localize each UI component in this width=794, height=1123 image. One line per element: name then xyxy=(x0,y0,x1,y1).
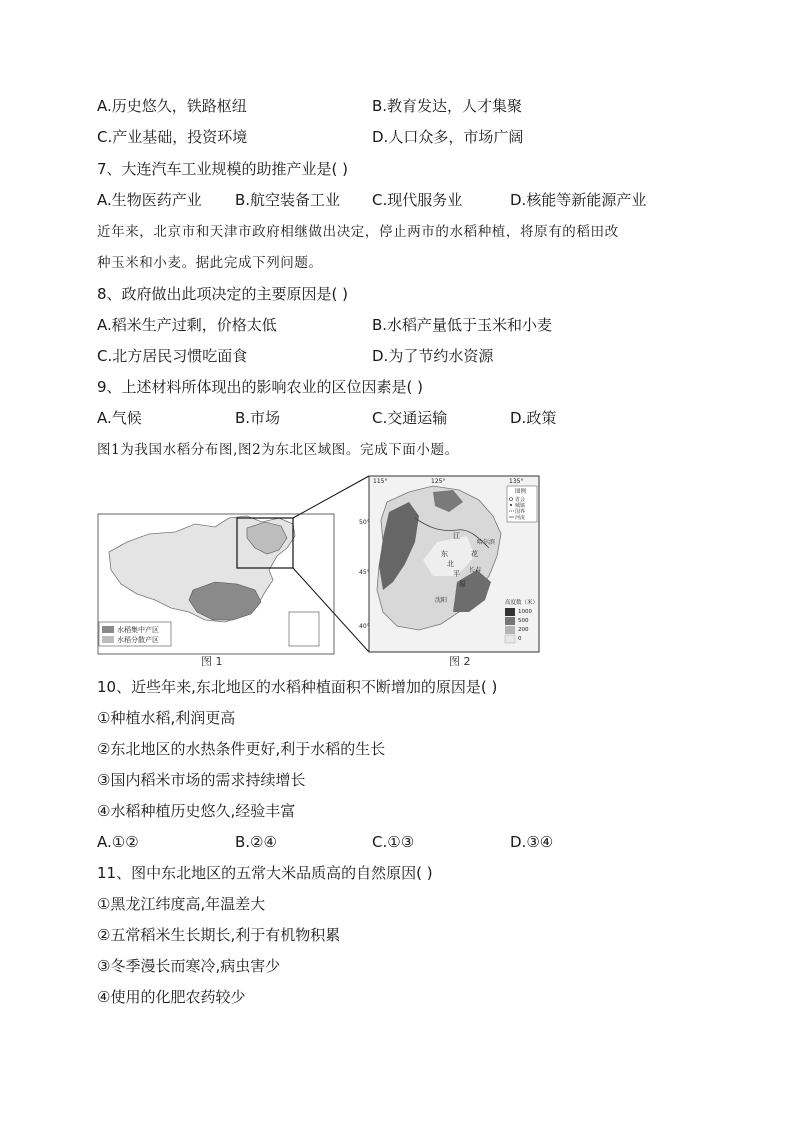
rice-distribution-figure xyxy=(97,472,697,668)
fig2-elev-swatch xyxy=(505,635,515,643)
fig2-place-label: 原 xyxy=(459,580,466,588)
fig2-place-label: 花 xyxy=(471,550,478,558)
fig2-place-label: 江 xyxy=(453,532,460,540)
fig1-caption: 图 1 xyxy=(201,655,223,668)
fig2-legend-title: 图例 xyxy=(515,489,527,495)
q8-option-c: C.北方居民习惯吃面食 xyxy=(97,347,248,365)
q10-item-1: ①种植水稻,利润更高 xyxy=(97,709,236,727)
material2: 图1为我国水稻分布图,图2为东北区域图。完成下面小题。 xyxy=(97,442,459,458)
fig2-lon-label: 125° xyxy=(431,478,446,485)
fig2-lon-label: 135° xyxy=(509,478,524,485)
q7-option-c: C.现代服务业 xyxy=(372,191,463,209)
q8-stem: 8、政府做出此项决定的主要原因是( ) xyxy=(97,285,349,303)
fig2-lat-label: 50° xyxy=(359,519,370,526)
q10-item-2: ②东北地区的水热条件更好,利于水稻的生长 xyxy=(97,740,386,758)
fig2-caption: 图 2 xyxy=(449,655,471,668)
fig1-inset-frame xyxy=(289,612,319,646)
q8-option-a: A.稻米生产过剩，价格太低 xyxy=(97,316,277,334)
connector-line-top xyxy=(293,476,369,518)
fig2-elev-value: 0 xyxy=(518,636,522,642)
q7-option-b: B.航空装备工业 xyxy=(235,191,341,209)
q10-option-a: A.①② xyxy=(97,833,139,851)
fig2-legend-item: 河流 xyxy=(515,515,526,521)
q11-item-1: ①黑龙江纬度高,年温差大 xyxy=(97,895,266,913)
fig2-lat-label: 40° xyxy=(359,623,370,630)
fig2-place-label: 东 xyxy=(441,550,448,558)
q6-option-a: A.历史悠久，铁路枢纽 xyxy=(97,97,247,115)
q11-item-4: ④使用的化肥农药较少 xyxy=(97,988,246,1006)
q8-option-d: D.为了节约水资源 xyxy=(372,347,494,365)
fig2-elev-value: 1000 xyxy=(518,609,532,615)
q9-stem: 9、上述材料所体现出的影响农业的区位因素是( ) xyxy=(97,378,424,396)
q7-option-d: D.核能等新能源产业 xyxy=(510,191,647,209)
material1-line2: 种玉米和小麦。据此完成下列问题。 xyxy=(97,255,323,271)
fig2-place-label: 长春 xyxy=(469,567,482,574)
fig1-legend-label-concentrated: 水稻集中产区 xyxy=(117,626,159,634)
figure-svg xyxy=(97,472,697,668)
fig2-place-label: 平 xyxy=(453,570,460,578)
fig2-elev-value: 500 xyxy=(518,618,529,624)
fig2-elev-value: 200 xyxy=(518,627,529,633)
q7-option-a: A.生物医药产业 xyxy=(97,191,202,209)
q6-option-d: D.人口众多，市场广阔 xyxy=(372,128,524,146)
q11-stem: 11、图中东北地区的五常大米品质高的自然原因( ) xyxy=(97,864,433,882)
fig2-elev-swatch xyxy=(505,617,515,625)
fig2-place-label: 哈尔滨 xyxy=(477,539,496,546)
q10-option-c: C.①③ xyxy=(372,833,415,851)
material1-line1: 近年来，北京市和天津市政府相继做出决定，停止两市的水稻种植，将原有的稻田改 xyxy=(97,224,619,240)
town-symbol-icon xyxy=(510,504,512,506)
q7-stem: 7、大连汽车工业规模的助推产业是( ) xyxy=(97,160,349,178)
fig1-legend-swatch-scattered xyxy=(102,636,114,643)
q10-stem: 10、近些年来,东北地区的水稻种植面积不断增加的原因是( ) xyxy=(97,678,498,696)
fig2-elev-title: 高度数（米） xyxy=(505,600,539,606)
fig2-place-label: 沈阳 xyxy=(435,597,448,604)
q10-item-3: ③国内稻米市场的需求持续增长 xyxy=(97,771,306,789)
q10-option-d: D.③④ xyxy=(510,833,554,851)
q8-option-b: B.水稻产量低于玉米和小麦 xyxy=(372,316,553,334)
q10-item-4: ④水稻种植历史悠久,经验丰富 xyxy=(97,802,296,820)
fig2-place-label: 北 xyxy=(447,560,454,568)
fig2-legend-item: 国界 xyxy=(515,509,526,515)
q6-option-c: C.产业基础，投资环境 xyxy=(97,128,248,146)
q9-option-b: B.市场 xyxy=(235,409,281,427)
fig2-legend-item: 城镇 xyxy=(515,503,526,509)
fig2-elev-swatch xyxy=(505,626,515,634)
q11-item-3: ③冬季漫长而寒冷,病虫害少 xyxy=(97,957,281,975)
fig2-lat-label: 45° xyxy=(359,569,370,576)
fig2-legend-item: 省会 xyxy=(515,497,526,503)
fig1-legend-swatch-concentrated xyxy=(102,626,114,633)
q9-option-c: C.交通运输 xyxy=(372,409,448,427)
q10-option-b: B.②④ xyxy=(235,833,277,851)
q9-option-d: D.政策 xyxy=(510,409,557,427)
q11-item-2: ②五常稻米生长期长,利于有机物积累 xyxy=(97,926,341,944)
q9-option-a: A.气候 xyxy=(97,409,142,427)
q6-option-b: B.教育发达，人才集聚 xyxy=(372,97,523,115)
fig2-elev-swatch xyxy=(505,608,515,616)
fig2-lon-label: 115° xyxy=(373,478,388,485)
fig1-legend-label-scattered: 水稻分散产区 xyxy=(117,636,159,644)
